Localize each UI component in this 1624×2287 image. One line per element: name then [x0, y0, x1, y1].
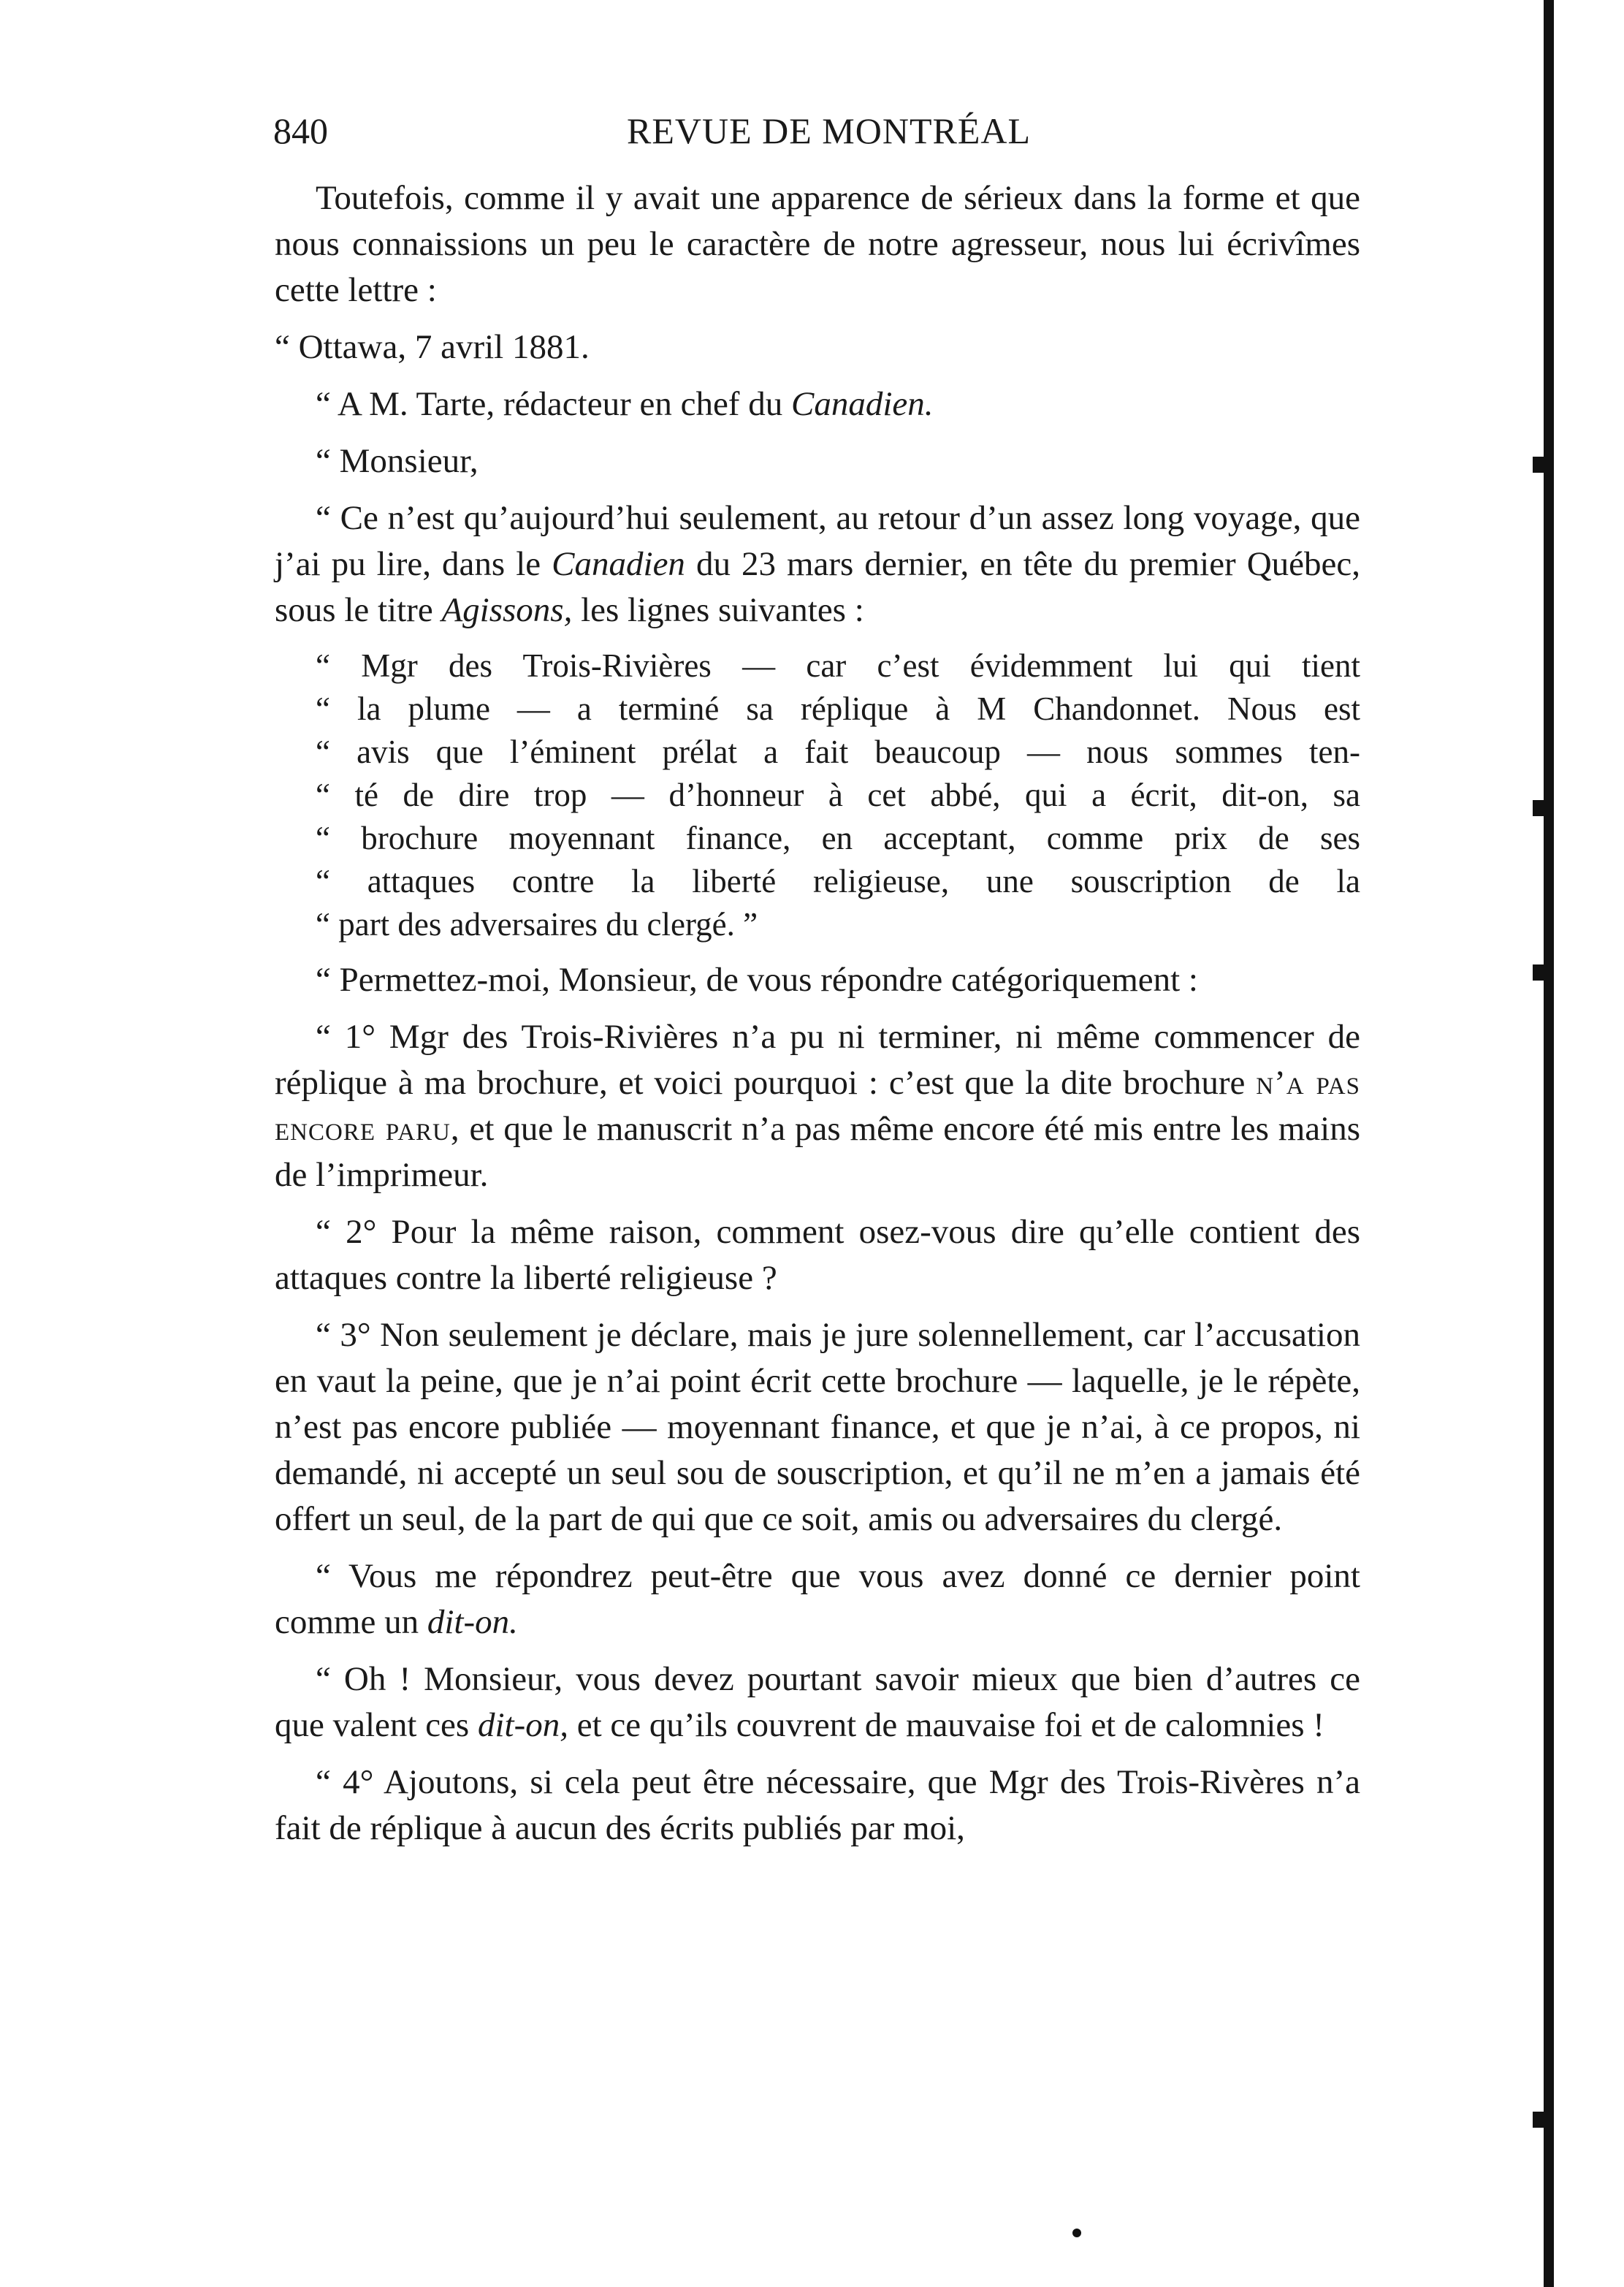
- page-number: 840: [273, 110, 328, 151]
- emphasis-italic: dit-on.: [427, 1603, 518, 1641]
- quote-line: “ attaques contre la liberté religieuse, une souscription de la: [316, 863, 1360, 899]
- article-title: Agissons,: [441, 591, 573, 629]
- edge-mark: [1533, 2112, 1553, 2128]
- article-body: [275, 175, 1360, 1862]
- ink-speck: [1072, 2229, 1081, 2237]
- edge-mark: [1533, 964, 1553, 981]
- text-run: “ Ce n’est qu’aujourd’hui seulement, au retour d’un assez long voyage, que j’ai pu lire, dans le: [275, 499, 1360, 583]
- paragraph-intro: Toutefois, comme il y avait une apparence de sérieux dans la forme et que nous connaissions un peu le caractère de notre agresseur, nous lui écrivîmes cette lettre :: [275, 179, 1360, 309]
- paragraph-point-4: “ 4° Ajoutons, si cela peut être nécessaire, que Mgr des Trois-Rivères n’a fait de réplique à aucun des écrits publiés par moi,: [275, 1763, 1360, 1847]
- paragraph-dit-on: [275, 1553, 1360, 1645]
- quote-line: “ Mgr des Trois-Rivières — car c’est évidemment lui qui tient: [316, 647, 1360, 684]
- text-run: et ce qu’ils couvrent de mauvaise foi et de calomnies !: [576, 1706, 1324, 1744]
- address-prefix: “ A M. Tarte, rédacteur en chef du: [316, 385, 783, 423]
- journal-name: Canadien.: [790, 385, 934, 423]
- paragraph-reply: “ Permettez-moi, Monsieur, de vous répondre catégoriquement :: [316, 961, 1198, 999]
- quote-line: “ avis que l’éminent prélat a fait beaucoup — nous sommes ten-: [316, 734, 1360, 770]
- text-run: “ Oh ! Monsieur, vous devez pourtant savoir mieux que bien d’autres ce que valent ces: [275, 1660, 1360, 1744]
- paragraph-point-3: “ 3° Non seulement je déclare, mais je jure solennellement, car l’accusation en vaut la peine, que je n’ai point écrit cette brochure — laquelle, je le répète, n’est pas encore publiée — moyennant finance, et que je n’ai, à ce propos, ni demandé, ni accepté un seul sou de souscription, et qu’il ne m’en a jamais été offert un seul, de la part de qui que ce soit, amis ou adversaires du clergé.: [275, 1316, 1360, 1538]
- journal-name: Canadien: [552, 545, 685, 583]
- paragraph-point-2: “ 2° Pour la même raison, comment osez-vous dire qu’elle contient des attaques contre la liberté religieuse ?: [275, 1213, 1360, 1297]
- letter-dateline: “ Ottawa, 7 avril 1881.: [275, 328, 590, 366]
- edge-mark: [1533, 800, 1553, 816]
- text-run: et que le manuscrit n’a pas même encore été mis entre les mains de l’imprimeur.: [275, 1110, 1361, 1194]
- emphasis-smallcaps: n’a pas encore paru,: [275, 1064, 1360, 1148]
- text-run: “ 1° Mgr des Trois-Rivières n’a pu ni terminer, ni même commencer de réplique à ma brochure, et voici pourquoi : c’est que la dite brochure: [275, 1018, 1360, 1102]
- paragraph-quoted-intro: [275, 495, 1360, 633]
- paragraph-point-1: [275, 1014, 1360, 1198]
- letter-salutation: “ Monsieur,: [316, 442, 479, 480]
- emphasis-italic: dit-on,: [477, 1706, 568, 1744]
- block-quotation: [275, 644, 1360, 946]
- quote-line: “ la plume — a terminé sa réplique à M Chandonnet. Nous est: [316, 690, 1360, 727]
- running-head: REVUE DE MONTRÉAL: [627, 110, 1032, 151]
- text-run: “ Vous me répondrez peut-être que vous avez donné ce dernier point comme un: [275, 1557, 1360, 1641]
- page-edge-shadow: [1544, 0, 1554, 2287]
- paragraph-oh-monsieur: [275, 1656, 1360, 1748]
- text-run: les lignes suivantes :: [581, 591, 864, 629]
- letter-address: [275, 381, 1360, 427]
- quote-line: “ té de dire trop — d’honneur à cet abbé, qui a écrit, dit-on, sa: [316, 777, 1360, 813]
- edge-mark: [1533, 457, 1553, 473]
- quote-line: “ brochure moyennant finance, en acceptant, comme prix de ses: [316, 820, 1360, 856]
- text-run: du 23 mars dernier, en tête du premier Québec, sous le titre: [275, 545, 1360, 629]
- quote-line: “ part des adversaires du clergé. ”: [316, 906, 758, 943]
